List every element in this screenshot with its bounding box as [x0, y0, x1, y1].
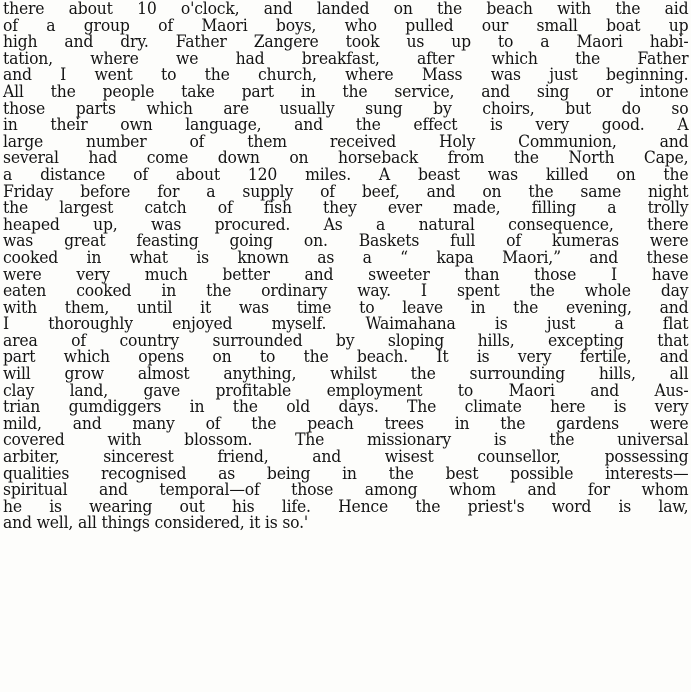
text-line: several had come down on horseback from the North Cape,: [3, 147, 689, 168]
text-line: qualities recognised as being in the best possible interests—: [3, 462, 689, 483]
text-line: with them, until it was time to leave in the evening, and: [3, 296, 689, 317]
text-line: he is wearing out his life. Hence the priest's word is law,: [3, 495, 689, 516]
text-line: and well, all things considered, it is so.': [3, 512, 308, 533]
text-line: Friday before for a supply of beef, and on the same night: [3, 180, 689, 201]
text-line: cooked in what is known as a “ kapa Maori,” and these: [3, 246, 689, 267]
text-line: area of country surrounded by sloping hills, excepting that: [3, 329, 689, 350]
text-line: mild, and many of the peach trees in the gardens were: [3, 412, 689, 433]
text-line: large number of them received Holy Communion, and: [3, 130, 689, 151]
text-line: there about 10 o'clock, and landed on the beach with the aid: [3, 0, 689, 18]
article-body: [3, 0, 689, 531]
text-line: and I went to the church, where Mass was just beginning.: [3, 64, 689, 85]
text-line: in their own language, and the effect is very good. A: [3, 114, 689, 135]
text-line: were very much better and sweeter than those I have: [3, 263, 689, 284]
text-line: covered with blossom. The missionary is the universal: [3, 429, 689, 450]
text-line: was great feasting going on. Baskets full of kumeras were: [3, 230, 689, 251]
text-line: those parts which are usually sung by choirs, but do so: [3, 97, 689, 118]
text-line: arbiter, sincerest friend, and wisest counsellor, possessing: [3, 446, 689, 467]
text-line: the largest catch of fish they ever made, filling a trolly: [3, 197, 689, 218]
text-line: trian gumdiggers in the old days. The climate here is very: [3, 396, 689, 417]
text-line: All the people take part in the service, and sing or intone: [3, 80, 689, 101]
text-line: will grow almost anything, whilst the surrounding hills, all: [3, 363, 689, 384]
text-line: part which opens on to the beach. It is very fertile, and: [3, 346, 689, 367]
text-line: spiritual and temporal—of those among whom and for whom: [3, 479, 689, 500]
text-line: of a group of Maori boys, who pulled our small boat up: [3, 14, 689, 35]
text-line: tation, where we had breakfast, after which the Father: [3, 47, 689, 68]
text-line: eaten cooked in the ordinary way. I spent the whole day: [3, 280, 689, 301]
text-line: high and dry. Father Zangere took us up to a Maori habi-: [3, 31, 689, 52]
text-line: I thoroughly enjoyed myself. Waimahana is just a flat: [3, 313, 689, 334]
text-line: clay land, gave profitable employment to Maori and Aus-: [3, 379, 689, 400]
text-line: a distance of about 120 miles. A beast was killed on the: [3, 163, 689, 184]
text-line: heaped up, was procured. As a natural consequence, there: [3, 213, 689, 234]
